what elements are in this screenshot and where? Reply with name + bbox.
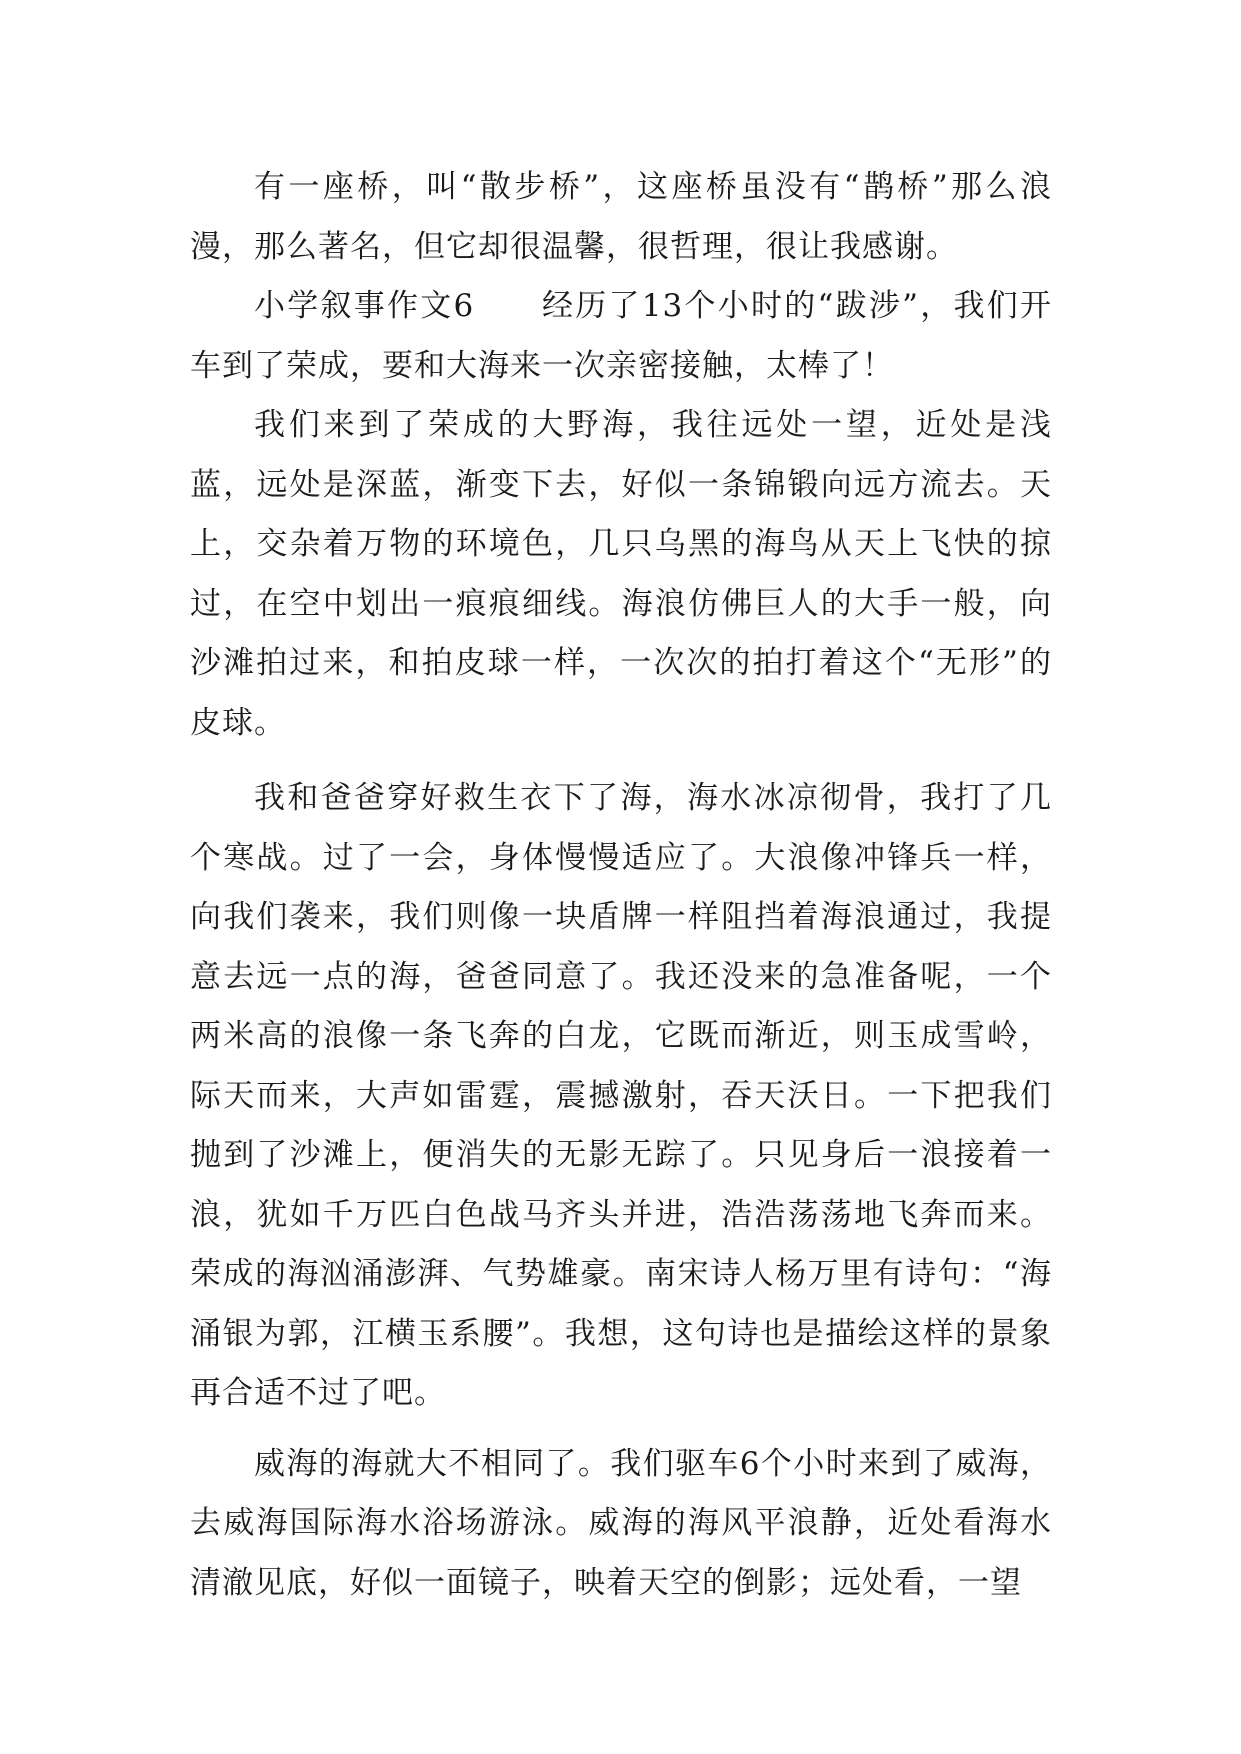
- paragraph-swimming-waves: 我和爸爸穿好救生衣下了海，海水冰凉彻骨，我打了几个寒战。过了一会，身体慢慢适应了。大浪像冲锋兵一样，向我们袭来，我们则像一块盾牌一样阻挡着海浪通过，我提意去远一点的海，爸爸同意了。我还没来的急准备呢，一个两米高的浪像一条飞奔的白龙，它既而渐近，则玉成雪岭，际天而来，大声如雷霆，震撼激射，吞天沃日。一下把我们抛到了沙滩上，便消失的无影无踪了。只见身后一浪接着一浪，犹如千万匹白色战马齐头并进，浩浩荡荡地飞奔而来。荣成的海汹涌澎湃、气势雄豪。南宋诗人杨万里有诗句：“海涌银为郭，江横玉系腰”。我想，这句诗也是描绘这样的景象再合适不过了吧。: [190, 780, 1052, 1411]
- paragraph-essay-title-intro: 小学叙事作文6 经历了13个小时的“跋涉”，我们开车到了荣成，要和大海来一次亲密接触，太棒了！: [190, 288, 1052, 384]
- paragraph-bridge-ending: 有一座桥，叫“散步桥”，这座桥虽没有“鹊桥”那么浪漫，那么著名，但它却很温馨，很哲理，很让我感谢。: [190, 169, 1052, 265]
- paragraph-rongcheng-sea-view: 我们来到了荣成的大野海，我往远处一望，近处是浅蓝，远处是深蓝，渐变下去，好似一条锦锻向远方流去。天上，交杂着万物的环境色，几只乌黑的海鸟从天上飞快的掠过，在空中划出一痕痕细线。海浪仿佛巨人的大手一般，向沙滩拍过来，和拍皮球一样，一次次的拍打着这个“无形”的皮球。: [190, 407, 1052, 741]
- document-body: [190, 158, 1052, 1613]
- paragraph-weihai-sea: 威海的海就大不相同了。我们驱车6个小时来到了威海，去威海国际海水浴场游泳。威海的海风平浪静，近处看海水清澈见底，好似一面镜子，映着天空的倒影；远处看，一望: [190, 1445, 1052, 1601]
